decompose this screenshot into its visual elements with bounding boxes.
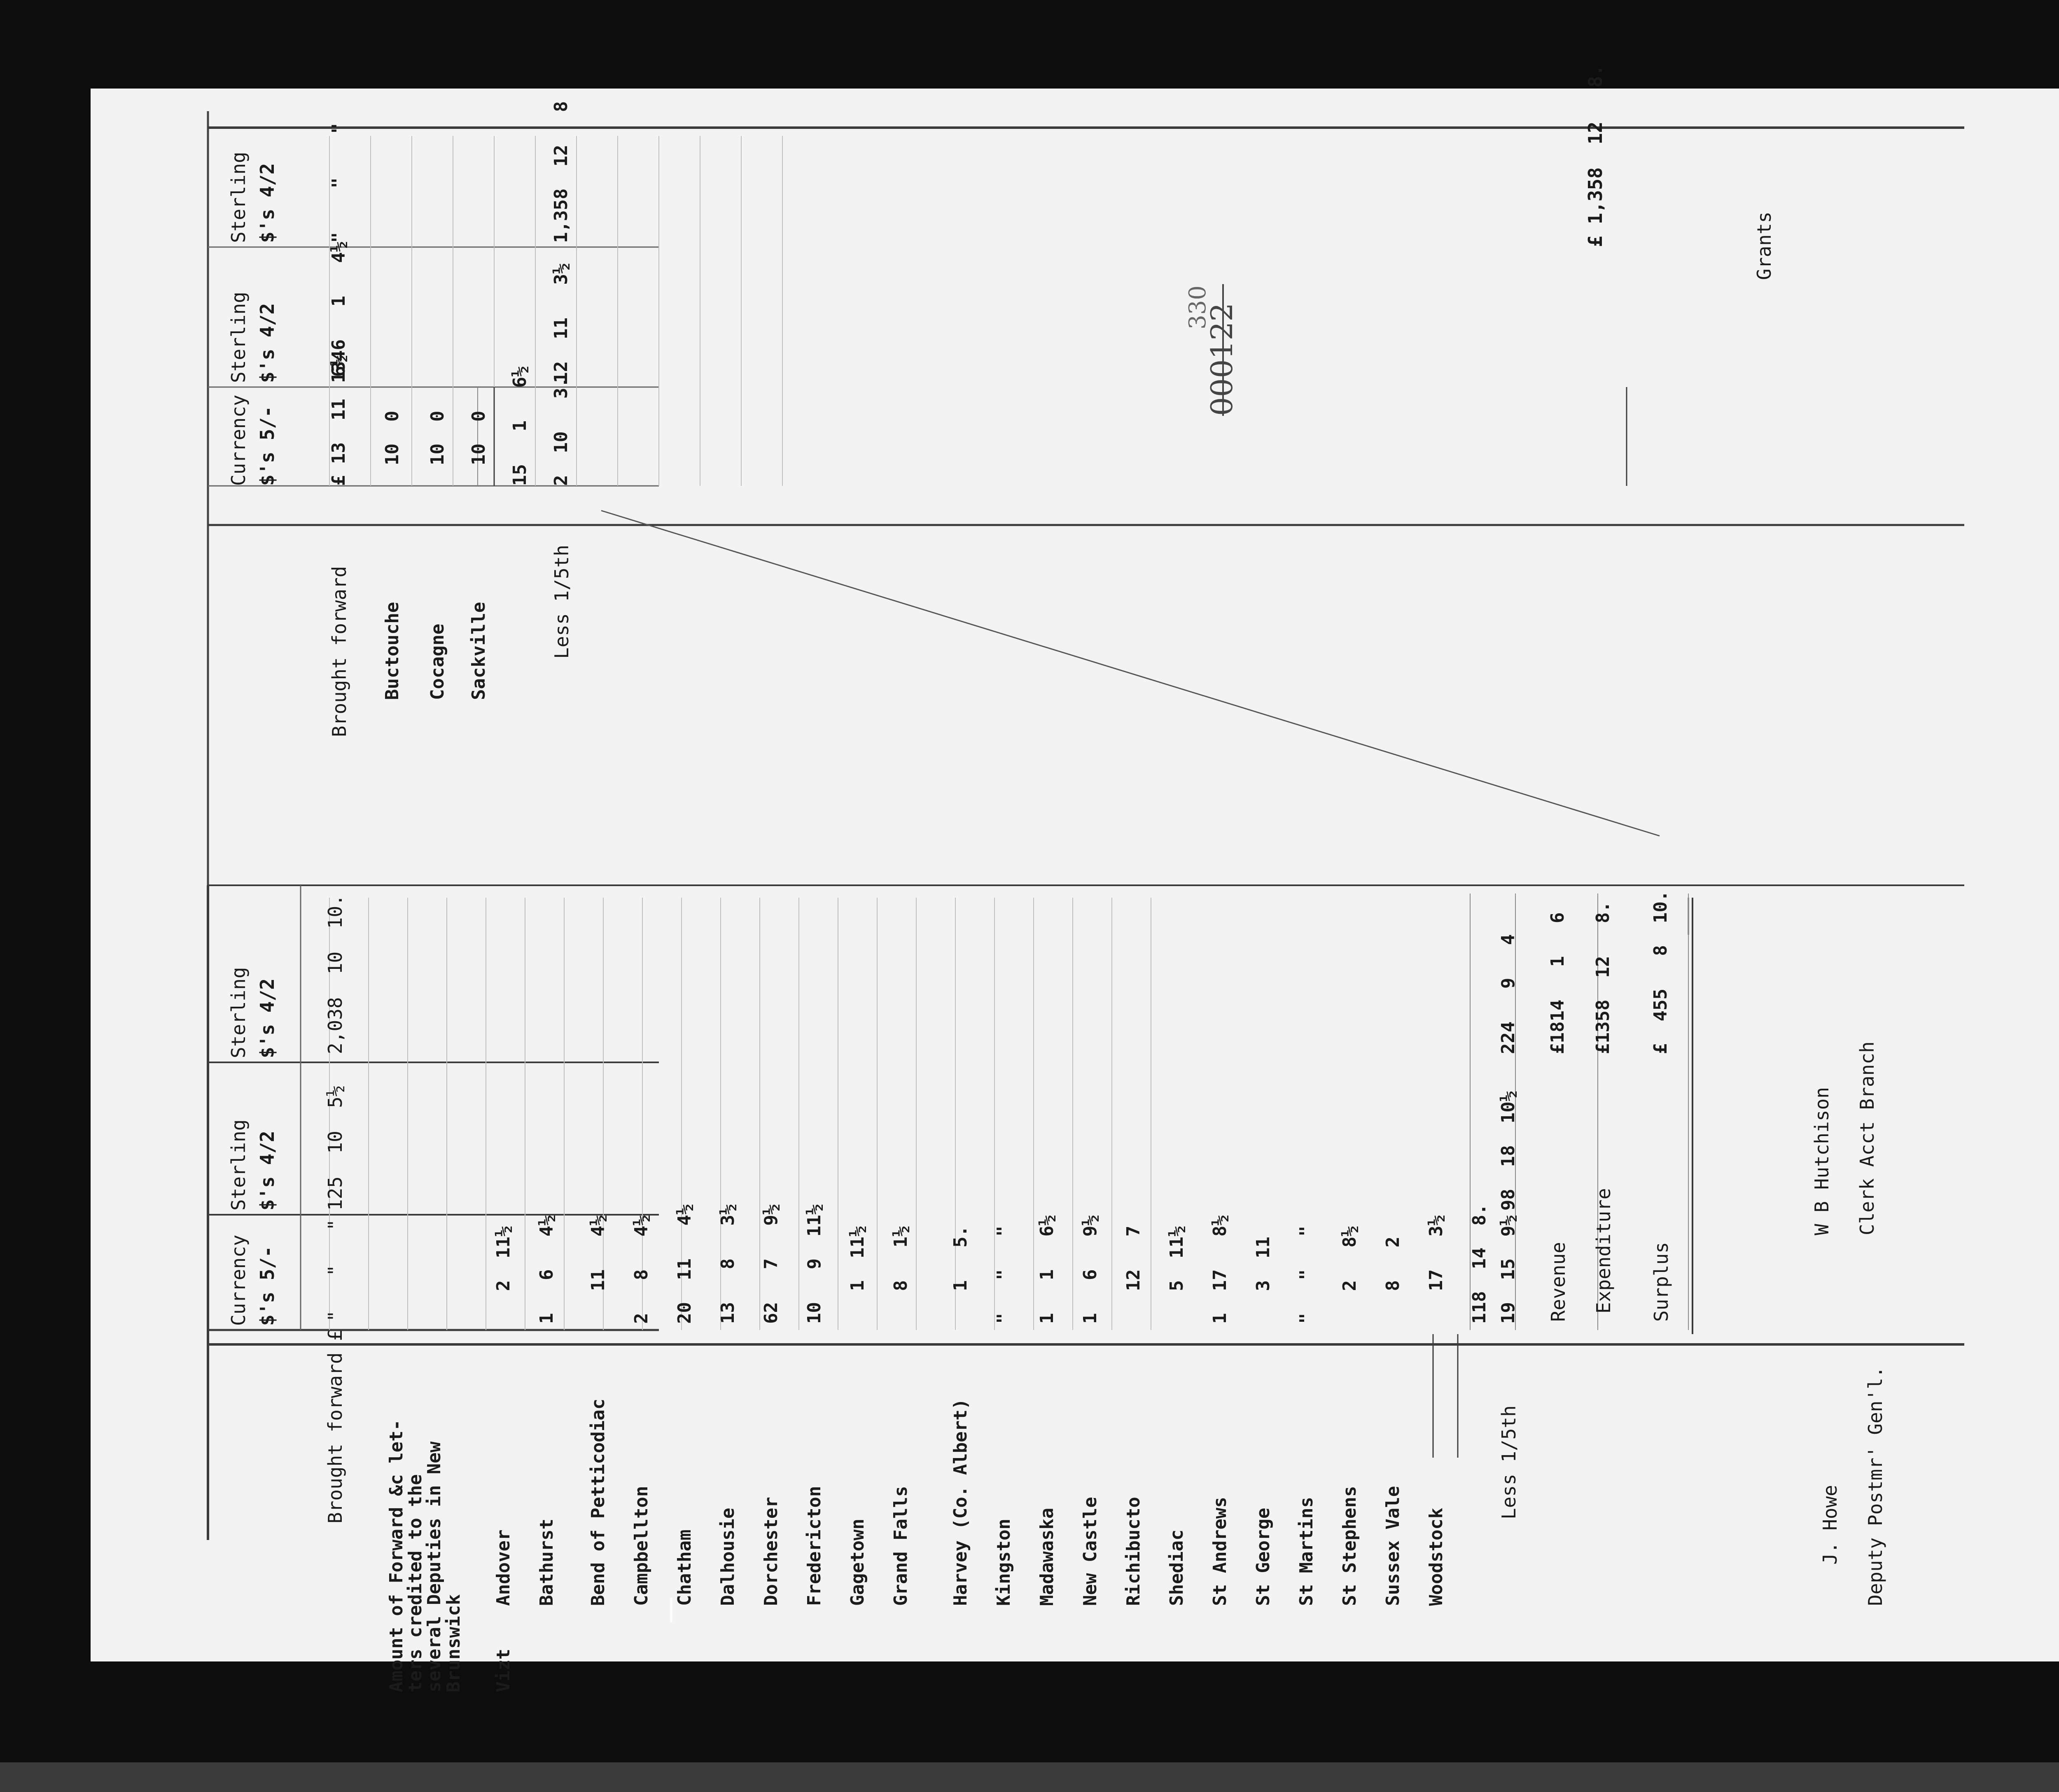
- surplus-amount: £ 455 8 10.: [1650, 890, 1671, 1054]
- row-name: Shediac: [1166, 1529, 1187, 1606]
- subtotal: 118 14 8.: [1469, 1204, 1490, 1324]
- row-name: Buctouche: [382, 602, 403, 700]
- row-name: Chatham: [674, 1529, 695, 1606]
- folio-number: 330: [1184, 285, 1211, 329]
- col-header-currency: Currency: [227, 394, 250, 486]
- signatory-title: Clerk Acct Branch: [1856, 1041, 1878, 1235]
- row-name: Dorchester: [761, 1497, 782, 1606]
- row-name: St Andrews: [1209, 1497, 1230, 1606]
- row-currency: 13 8 3½: [717, 1204, 738, 1324]
- row-name: Madawaska: [1037, 1507, 1058, 1606]
- row-name: St George: [1253, 1507, 1274, 1606]
- signatory-title: Deputy Postmr' Gen'l.: [1864, 1366, 1886, 1606]
- col-header-rate: $'s 4/2: [256, 978, 278, 1058]
- row-name: New Castle: [1080, 1497, 1101, 1606]
- row-currency: 1 5.: [950, 1225, 971, 1324]
- col-header-rate: $'s 5/-: [256, 1246, 278, 1326]
- row-name: Bend of Petticodiac: [588, 1398, 609, 1606]
- subtotal: 15 1 6½: [509, 366, 530, 486]
- less-currency: 2 10 3.: [551, 377, 572, 486]
- signatory-name: W B Hutchison: [1811, 1087, 1833, 1235]
- row-currency: 2 8½: [1339, 1225, 1360, 1324]
- row-name: Grand Falls: [890, 1486, 911, 1606]
- less-sterling: 98 18 10½: [1498, 1090, 1519, 1211]
- brought-forward-currency: " " ": [324, 1219, 346, 1322]
- row-name: St Stephens: [1339, 1486, 1360, 1606]
- row-currency: 1 1 6½: [1037, 1215, 1058, 1324]
- row-currency: " " ": [993, 1225, 1014, 1324]
- row-name: Harvey (Co. Albert): [950, 1398, 971, 1606]
- row-currency: 1 6 9½: [1080, 1215, 1101, 1324]
- col-header-currency: Currency: [227, 1234, 250, 1326]
- less-label: Less 1/5th: [551, 545, 573, 659]
- row-currency: 2 11½: [493, 1225, 514, 1324]
- row-currency: " " ": [1296, 1225, 1317, 1324]
- row-name: Gagetown: [847, 1519, 868, 1606]
- row-currency: 5 11½: [1166, 1225, 1187, 1324]
- row-currency: 17 3½: [1426, 1215, 1447, 1324]
- less-sterling: 1,358 12 8: [551, 101, 572, 243]
- row-currency: 1 6 4½: [536, 1215, 557, 1324]
- row-currency: 20 11 4½: [674, 1204, 695, 1324]
- revenue-amount: £1814 1 6: [1547, 912, 1568, 1054]
- col-header-sterling: Sterling: [227, 292, 250, 383]
- row-name: Woodstock: [1426, 1507, 1447, 1606]
- row-name: Andover: [493, 1529, 514, 1606]
- intro-text: Amount of Forward &c let- ters credited to the several Deputies in New Brunswick: [386, 1419, 464, 1692]
- row-name: Fredericton: [804, 1486, 825, 1606]
- brought-forward-sterling: 1346 1 4½: [328, 241, 349, 383]
- total-amount: £ 1,358 12 8.: [1584, 64, 1606, 247]
- row-currency: 1 17 8½: [1209, 1215, 1230, 1324]
- row-currency: 10 0: [427, 411, 448, 465]
- row-name: Kingston: [993, 1519, 1014, 1606]
- row-currency: 1 11½: [847, 1225, 868, 1324]
- col-header-sterling: Sterling: [227, 1119, 250, 1211]
- col-header-rate: $'s 4/2: [256, 163, 278, 243]
- brought-forward-sterling: 125 10 5½: [324, 1085, 346, 1211]
- grants-note: Grants: [1753, 211, 1775, 280]
- folio-number: 000122: [1205, 303, 1239, 416]
- expenditure-label: Expenditure: [1592, 1188, 1615, 1314]
- row-currency: 12 7: [1123, 1225, 1144, 1324]
- row-currency: 8 1½: [890, 1225, 911, 1324]
- row-currency: 3 11: [1253, 1237, 1274, 1324]
- revenue-label: Revenue: [1547, 1242, 1569, 1322]
- row-name: St Martins: [1296, 1497, 1317, 1606]
- row-currency: 10 0: [468, 411, 489, 465]
- row-name: Cocagne: [427, 623, 448, 700]
- row-currency: 8 2: [1382, 1237, 1403, 1324]
- row-currency: 2 8 4½: [631, 1215, 652, 1324]
- row-currency: 10 9 11½: [804, 1204, 825, 1324]
- vizt-label: Vizt: [493, 1649, 514, 1692]
- brought-forward-label: Brought forward £: [324, 1330, 346, 1524]
- row-name: Sackville: [468, 602, 489, 700]
- row-currency: 11 4½: [588, 1215, 609, 1324]
- row-name: Dalhousie: [717, 1507, 738, 1606]
- row-name: Campbellton: [631, 1486, 652, 1606]
- row-name: Richibucto: [1123, 1497, 1144, 1606]
- col-header-rate: $'s 5/-: [256, 406, 278, 486]
- signatory-name: J. Howe: [1819, 1485, 1841, 1565]
- brought-forward-sterling: " " ": [328, 123, 349, 243]
- less-currency: 19 15 9½: [1498, 1215, 1519, 1324]
- less-sterling: 12 11 3½: [551, 263, 572, 383]
- col-header-sterling: Sterling: [227, 967, 250, 1058]
- brought-forward-sterling: 2,038 10 10.: [324, 894, 346, 1054]
- brought-forward-label: Brought forward: [328, 566, 350, 737]
- row-currency: 10 0: [382, 411, 403, 465]
- col-header-rate: $'s 4/2: [256, 1131, 278, 1211]
- less-label: Less 1/5th: [1498, 1405, 1520, 1519]
- row-name: Bathurst: [536, 1519, 557, 1606]
- brought-forward-currency: £ 13 11 6½: [328, 355, 349, 486]
- surplus-label: Surplus: [1650, 1242, 1672, 1322]
- row-currency: 62 7 9½: [761, 1204, 782, 1324]
- expenditure-amount: £1358 12 8.: [1592, 901, 1613, 1054]
- row-name: Sussex Vale: [1382, 1486, 1403, 1606]
- col-header-rate: $'s 4/2: [256, 303, 278, 383]
- less-sterling: 224 9 4: [1498, 934, 1519, 1054]
- col-header-sterling: Sterling: [227, 152, 250, 243]
